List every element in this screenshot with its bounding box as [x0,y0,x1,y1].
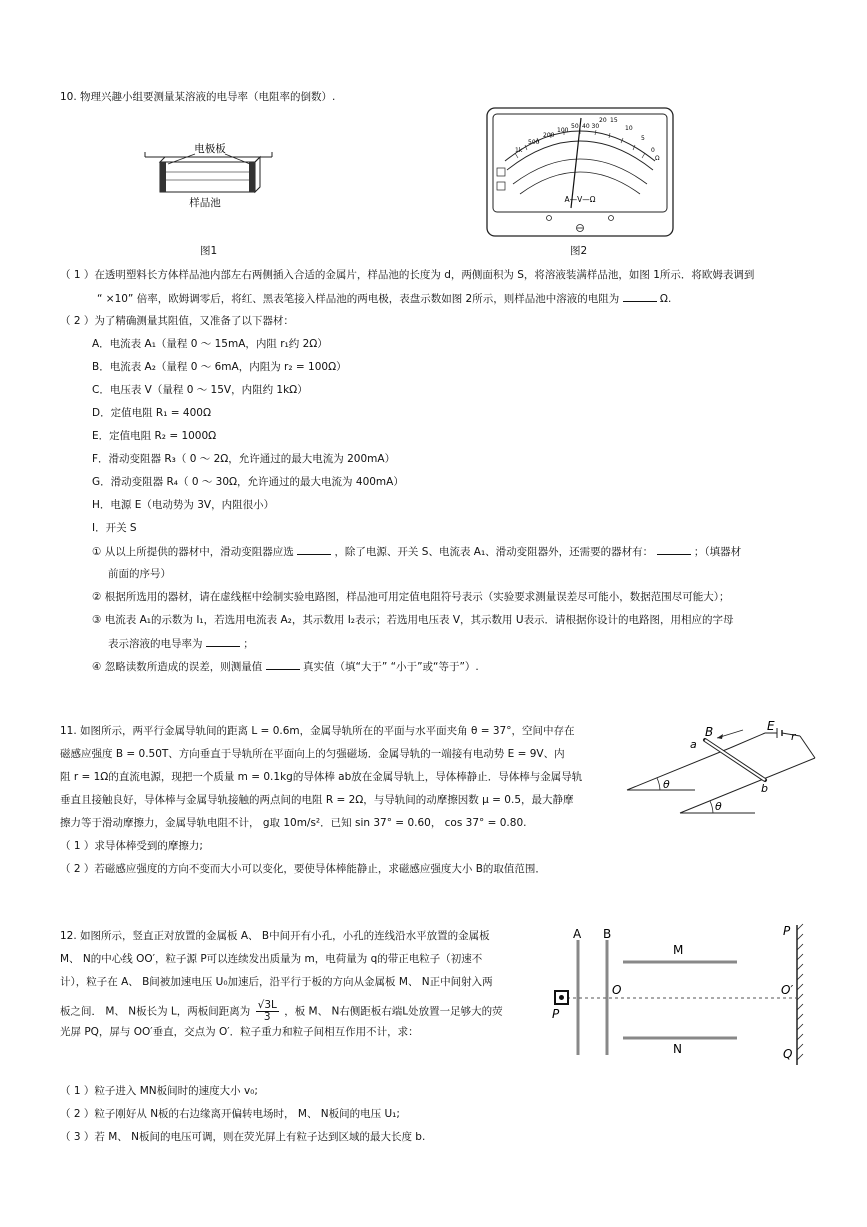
svg-text:200: 200 [543,132,555,139]
option-h: H．电源 E（电动势为 3V，内阻很小） [92,499,275,511]
svg-text:15: 15 [610,117,618,124]
fig2-caption: 图2 [570,245,588,257]
fig-label-O-prime: O′ [781,983,794,997]
q11-part2: （ 2 ）若磁感应强度的方向不变而大小可以变化，要使导体棒能静止，求磁感应强度大小 B的取值范围． [60,863,546,875]
svg-text:10: 10 [625,125,633,132]
fig-label-B-plate: B [603,927,612,941]
option-i: I．开关 S [92,522,137,534]
q12-part2: （ 2 ）粒子刚好从 N板的右边缘离开偏转电场时， M、 N板间的电压 U₁; [60,1108,400,1120]
q10-sub1-line2: 前面的序号） [108,568,171,580]
answer-blank-conductivity[interactable] [206,636,240,647]
q12-part3: （ 3 ）若 M、 N板间的电压可调，则在荧光屏上有粒子达到区域的最大长度 b. [60,1131,426,1143]
fig-label-P-source: P [552,1007,560,1021]
q11-part1: （ 1 ）求导体棒受到的摩擦力; [60,840,203,852]
fig-label-P-screen: P [783,924,791,938]
fig-label-theta-1: θ [663,778,670,791]
q12-line1: 12. 如图所示，竖直正对放置的金属板 A、 B中间开有小孔，小孔的连线沿水平放置的金属板 [60,930,490,942]
svg-text:5: 5 [641,135,645,142]
answer-blank-comparison[interactable] [266,659,300,670]
option-g: G．滑动变阻器 R₄（ 0 ～ 30Ω，允许通过的最大电流为 400mA） [92,476,404,488]
svg-text:50: 50 [571,123,579,130]
figure-2-multimeter [485,106,675,238]
fig1-electrode-label: 电极板 [194,143,226,155]
fig-label-A: A [573,927,582,941]
svg-text:0: 0 [651,147,655,154]
fraction [256,1000,279,1023]
option-e: E．定值电阻 R₂ = 1000Ω [92,430,217,442]
fraction-numerator: √3L [257,999,277,1011]
option-b: B．电流表 A₂（量程 0 ～ 6mA，内阻为 r₂ = 100Ω） [92,361,347,373]
q10-sub2: ② 根据所选用的器材，请在虚线框中绘制实验电路图，样品池可用定值电阻符号表示（实验要求测量误差尽可能小，数据范围尽可能大）； [92,591,730,603]
q11-line1: 11. 如图所示，两平行金属导轨间的距离 L = 0.6m，金属导轨所在的平面与水平面夹角 θ = 37°，空间中存在 [60,725,575,737]
answer-blank-rheostat[interactable] [297,544,331,555]
fig1-caption: 图1 [200,245,218,257]
option-a: A．电流表 A₁（量程 0 ～ 15mA，内阻 r₁约 2Ω） [92,338,328,350]
q11-line3: 阻 r = 1Ω的直流电源，现把一个质量 m = 0.1kg的导体棒 ab放在金属导轨上，导体棒静止．导体棒与金属导轨 [60,771,583,783]
q12-line3: 计），粒子在 A、 B间被加速电压 U₀加速后，沿平行于板的方向从金属板 M、 N正中间射入两 [60,976,493,988]
answer-blank-equipment[interactable] [657,544,691,555]
q10-sub1-line1: ① 从以上所提供的器材中，滑动变阻器应选 ，除了电源、开关 S、电流表 A₁、滑动变阻器外，还需要的器材有： ；（填器材 [92,546,742,558]
fig-label-N: N [673,1042,682,1056]
q10-sub3-line2: 表示溶液的电导率为 ； [108,638,254,650]
figure-deflection-plates [545,920,815,1070]
fig-label-M: M [673,943,684,957]
figure-inclined-rails [625,718,825,818]
svg-text:1k: 1k [515,147,523,154]
option-d: D．定值电阻 R₁ = 400Ω [92,407,211,419]
fig-label-r: r [791,730,796,743]
q10-sub4: ④ 忽略读数所造成的误差，则测量值 真实值（填“大于” “小于”或“等于”）. [92,661,479,673]
answer-blank-resistance[interactable] [623,291,657,302]
figure-1-sample-cell [140,140,280,215]
option-f: F．滑动变阻器 R₃（ 0 ～ 2Ω，允许通过的最大电流为 200mA） [92,453,396,465]
fig-label-a: a [690,738,697,751]
q10-sub3-line1: ③ 电流表 A₁的示数为 I₁，若选用电流表 A₂，其示数用 I₂表示；若选用电压表 V，其示数用 U表示．请根据你设计的电路图，用相应的字母 [92,614,734,626]
svg-text:100: 100 [557,127,569,134]
q12-line2: M、 N的中心线 OO′，粒子源 P可以连续发出质量为 m，电荷量为 q的带正电粒子（初速不 [60,953,483,965]
q10-title: 10. 物理兴趣小组要测量某溶液的电导率（电阻率的倒数）. [60,91,336,103]
q11-line4: 垂直且接触良好，导体棒与金属导轨接触的两点间的电阻 R = 2Ω，与导轨间的动摩擦因数 μ = 0.5，最大静摩 [60,794,574,806]
q10-part2: （ 2 ）为了精确测量其阻值，又准备了以下器材： [60,315,294,327]
q12-line4: 板之间． M、 N板长为 L，两板间距离为 $\frac{√3L}{3}$ ，板 M、 N右侧距板右端L处放置一足够大的荧 [60,999,503,1023]
svg-text:500: 500 [528,139,540,146]
fig-label-theta-2: θ [715,800,722,813]
option-c: C．电压表 V（量程 0 ～ 15V，内阻约 1kΩ） [92,384,308,396]
svg-text:20: 20 [599,117,607,124]
fig-label-E: E [767,719,775,733]
fig2-mode-label: A—V—Ω [564,195,596,204]
q11-line2: 磁感应强度 B = 0.50T、方向垂直于导轨所在平面向上的匀强磁场．金属导轨的一端接有电动势 E = 9V、内 [60,748,565,760]
fig1-cell-label: 样品池 [189,197,221,209]
fig-label-Q: Q [783,1047,793,1061]
q12-part1: （ 1 ）粒子进入 MN板间时的速度大小 v₀; [60,1085,258,1097]
fig-label-B: B [705,725,714,739]
fig-label-O: O [612,983,622,997]
q11-line5: 擦力等于滑动摩擦力，金属导轨电阻不计， g取 10m/s²．已知 sin 37° = 0.60， cos 37° = 0.80. [60,817,527,829]
svg-text:40 30: 40 30 [582,123,600,130]
fig-label-b: b [761,782,768,795]
fraction-denominator: 3 [263,1011,271,1023]
svg-text:Ω: Ω [655,155,660,162]
q10-part1-line1: （ 1 ）在透明塑料长方体样品池内部左右两侧插入合适的金属片，样品池的长度为 d，两侧面积为 S，将溶液装满样品池，如图 1所示．将欧姆表调到 [60,269,755,281]
q10-part1-line2: “ ×10” 倍率，欧姆调零后，将红、黑表笔接入样品池的两电极，表盘示数如图 2所示，则样品池中溶液的电阻为 Ω. [97,293,672,305]
q12-line6: 光屏 PQ，屏与 OO′垂直，交点为 O′．粒子重力和粒子间相互作用不计，求： [60,1026,419,1038]
